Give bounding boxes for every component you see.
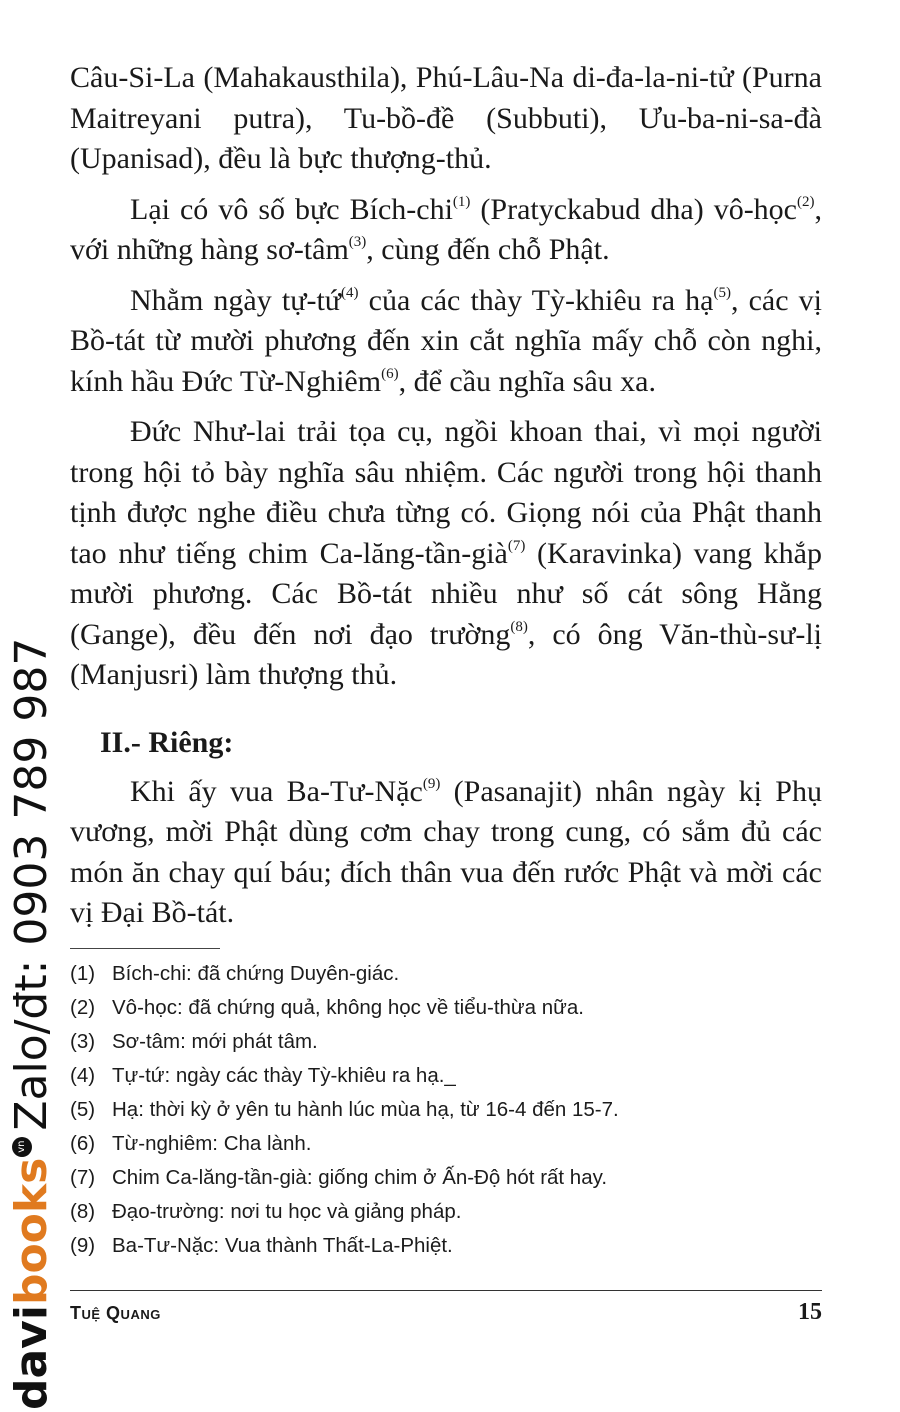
registered-icon: vn bbox=[12, 1137, 32, 1157]
footnote-item: (5) Hạ: thời kỳ ở yên tu hành lúc mùa hạ, từ 16-4 đến 15-7. bbox=[70, 1097, 619, 1121]
footnote-item: (9) Ba-Tư-Nặc: Vua thành Thất-La-Phiệt. bbox=[70, 1233, 453, 1257]
footnote-divider bbox=[70, 948, 220, 949]
footnote-list bbox=[70, 957, 822, 1263]
footnote-ref: (7) bbox=[507, 537, 526, 554]
footnote-item: (2) Vô-học: đã chứng quả, không học về tiểu-thừa nữa. bbox=[70, 995, 584, 1019]
page-footer bbox=[70, 1290, 822, 1326]
paragraph-3: Nhằm ngày tự-tứ$^{(4)}$ của các thày Tỳ-khiêu ra hạ$^{(5)}$, các vị Bồ-tát từ mười phương đến xin cắt nghĩa mấy chỗ còn nghi, kính hầu Đức Từ-Nghiêm$^{(6)}$, để cầu nghĩa sâu xa. bbox=[70, 283, 823, 398]
footnote-ref: (9) bbox=[422, 775, 441, 792]
footnote-item: (7) Chim Ca-lăng-tần-già: giống chim ở Ấn-Độ hót rất hay. bbox=[70, 1165, 608, 1189]
page-content bbox=[70, 58, 822, 1263]
footnote-item: (4) Tự-tứ: ngày các thày Tỳ-khiêu ra hạ._ bbox=[70, 1063, 456, 1087]
footnote-item: (8) Đạo-trường: nơi tu học và giảng pháp. bbox=[70, 1199, 462, 1223]
footnote-ref: (8) bbox=[510, 618, 528, 635]
watermark-contact: Zalo/đt: 0903 789 987 bbox=[6, 637, 57, 1131]
paragraph-5: Khi ấy vua Ba-Tư-Nặc$^{(9)}$ (Pasanajit) nhân ngày kị Phụ vương, mời Phật dùng cơm chay trong cung, có sắm đủ các món ăn chay quí báu; đích thân vua đến rước Phật và mời các vị Đại Bồ-tát. bbox=[70, 774, 822, 929]
paragraph-2: Lại có vô số bực Bích-chi$^{(1)}$ (Pratyckabud dha) vô-học$^{(2)}$, với những hàng sơ-tâm$^{(3)}$, cùng đến chỗ Phật. bbox=[70, 192, 822, 266]
section-heading: II.- Riêng: bbox=[100, 725, 234, 759]
footer-author: Tuệ Quang bbox=[70, 1303, 161, 1323]
paragraph-4: Đức Như-lai trải tọa cụ, ngồi khoan thai, vì mọi người trong hội tỏ bày nghĩa sâu nhiệm. Các người trong hội thanh tịnh được nghe điều chưa từng có. Giọng nói của Phật thanh tao như tiếng chim Ca-lăng-tần-già$^{(7)}$ (Karavinka) vang khắp mười phương. Các Bồ-tát nhiều như số cát sông Hằng (Gange), đều đến nơi đạo trường$^{(8)}$, có ông Văn-thù-sư-lị (Manjusri) làm thượng thủ. bbox=[70, 415, 822, 691]
footnote-item: (6) Từ-nghiêm: Cha lành. bbox=[70, 1131, 312, 1155]
watermark-brand-highlight: books bbox=[6, 1157, 57, 1306]
footnote-item: (1) Bích-chi: đã chứng Duyên-giác. bbox=[70, 961, 400, 985]
footnote-item: (3) Sơ-tâm: mới phát tâm. bbox=[70, 1029, 318, 1053]
footnote-ref: (3) bbox=[348, 234, 367, 250]
paragraph-1: Câu-Si-La (Mahakausthila), Phú-Lâu-Na di-đa-la-ni-tử (Purna Maitreyani putra), Tu-bồ-đề (Subbuti), Ưu-ba-ni-sa-đà (Upanisad), đều là bực thượng-thủ. bbox=[70, 61, 822, 175]
watermark bbox=[6, 638, 58, 1410]
footnote-ref: (2) bbox=[797, 193, 815, 210]
footnote-ref: (5) bbox=[713, 284, 731, 301]
footnote-ref: (1) bbox=[452, 193, 471, 210]
watermark-brand: davi bbox=[6, 1305, 57, 1410]
footnote-ref: (6) bbox=[381, 365, 399, 382]
footnote-ref: (4) bbox=[341, 284, 359, 301]
page-number: 15 bbox=[798, 1299, 822, 1325]
